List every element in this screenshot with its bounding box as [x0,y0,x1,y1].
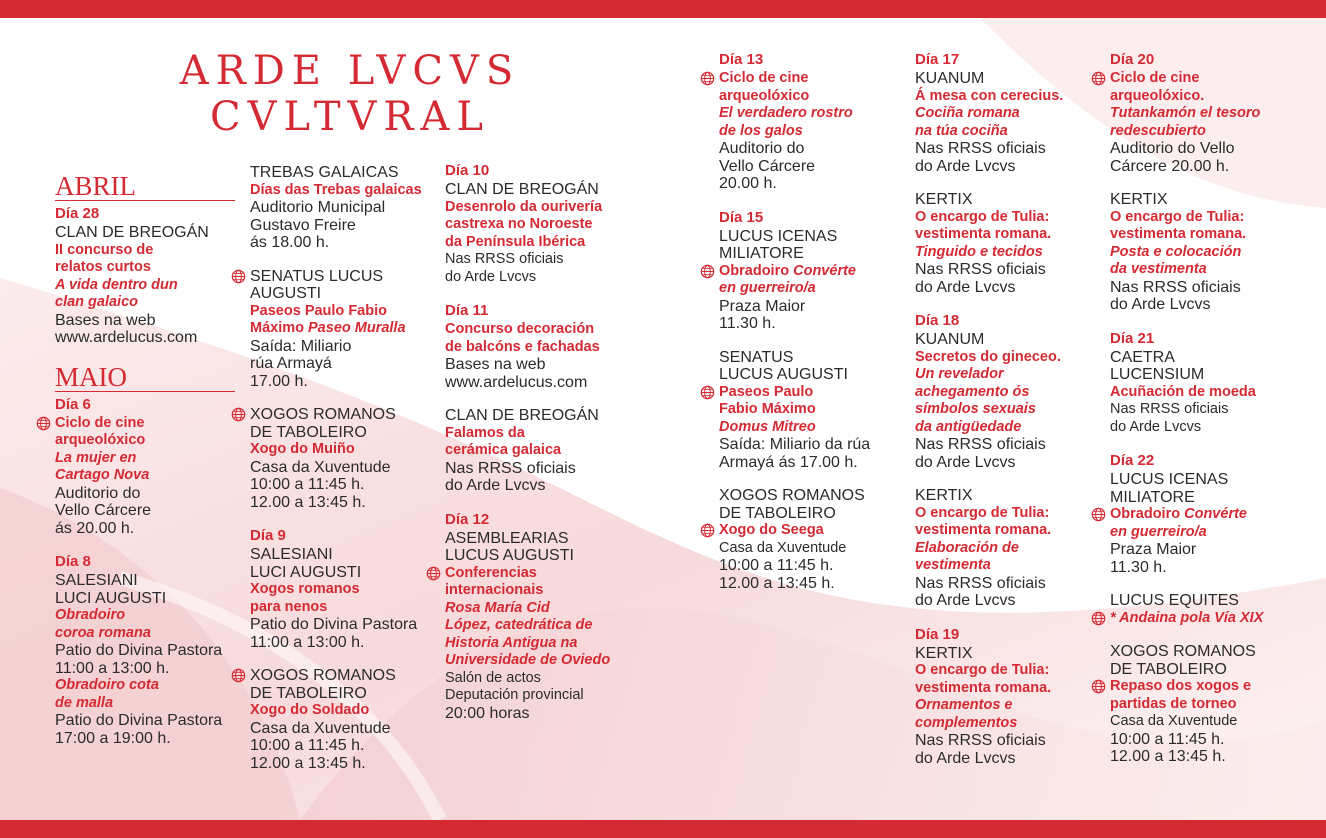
event-entry [915,487,1095,610]
day-label: Día 18 [915,312,960,329]
column-2 [250,164,440,788]
event-detail-line: 10:00 a 11:45 h. [250,476,365,493]
event-detail-line: do Arde Lvcvs [445,268,537,285]
event-entry [250,406,440,511]
event-detail-line: CLAN DE BREOGÁN [55,224,209,241]
event-detail-line: Patio do Divina Pastora [55,712,223,729]
event-detail-line: 11.30 h. [719,315,776,332]
event-detail-line: Vello Cárcere [719,157,816,175]
event-entry [55,396,245,538]
event-activity-line: O encargo de Tulia: [1110,208,1245,225]
event-activity-line: de los galos [719,122,803,139]
event-activity-line: vestimenta [915,557,991,573]
event-entry [915,191,1095,296]
event-activity-line: Ciclo de cine [55,414,145,431]
event-entry [719,349,899,472]
event-detail-line: CLAN DE BREOGÁN [445,407,599,424]
globe-icon [1091,679,1106,694]
event-detail-line: 11:00 a 13:00 h. [55,659,170,677]
event-detail-line: 10:00 a 11:45 h. [250,737,365,754]
event-detail-line: LUCI AUGUSTI [250,563,362,581]
globe-icon [700,71,715,86]
event-activity-line: Fabio Máximo [719,401,816,417]
event-detail-line: Saída: Miliario da rúa [719,436,871,453]
column-6 [1110,51,1310,782]
event-activity-line: * Andaina pola Vía XIX [1110,609,1264,626]
event-detail-line: Praza Maior [719,297,806,315]
event-detail-line: SALESIANI [250,546,333,563]
event-detail-line: 12.00 a 13:45 h. [719,574,835,592]
event-activity-line: Xogo do Muiño [250,441,355,457]
event-activity-line: arqueolóxico. [1110,87,1205,104]
event-detail-line: ás 20.00 h. [55,519,135,537]
event-detail-line: LUCUS EQUITES [1110,592,1239,609]
event-detail-line: Gustavo Freire [250,216,356,234]
event-activity-line: símbolos sexuais [915,401,1036,417]
event-detail-line: Nas RRSS oficiais [1110,278,1241,296]
event-activity-line: A vida dentro dun [55,276,178,293]
event-detail-line: XOGOS ROMANOS [250,667,396,684]
event-entry [915,626,1095,768]
event-activity-line: Concurso decoración [445,321,595,337]
event-detail-line: Nas RRSS oficiais [915,261,1046,278]
day-label: Día 19 [915,625,960,643]
day-label: Día 20 [1110,51,1155,68]
event-activity-line: vestimenta romana. [915,226,1052,242]
event-detail-line: LUCI AUGUSTI [55,589,167,607]
event-detail-line: CAETRA [1110,348,1175,366]
event-activity-line: Secretos do gineceo. [915,348,1061,365]
event-entry [719,51,899,193]
event-activity-line: Á mesa con cerecius. [915,87,1064,104]
activity-text: Obradoiro [719,262,794,279]
event-detail-line: 12.00 a 13:45 h. [1110,748,1226,765]
event-detail-line: TREBAS GALAICAS [250,164,399,181]
event-activity-line: Xogos romanos [250,581,360,597]
event-detail-line: Casa da Xuventude [719,539,847,556]
event-entry [250,164,440,252]
event-activity-line: Conferencias [445,564,537,581]
event-detail-line: DE TABOLEIRO [250,684,367,702]
event-activity-line: da Península Ibérica [445,233,586,250]
day-label: Día 22 [1110,452,1155,469]
event-activity-line: de balcóns e fachadas [445,338,600,355]
event-detail-line: www.ardelucus.com [445,373,588,391]
event-detail-line: do Arde Lvcvs [915,592,1016,609]
event-detail-line: Patio do Divina Pastora [250,616,418,633]
activity-title-italic: Convérte [793,262,856,279]
event-detail-line: Patio do Divina Pastora [55,642,223,659]
day-label: Día 9 [250,527,286,544]
event-activity-line: relatos curtos [55,259,151,275]
column-4 [719,51,899,608]
event-activity-line: O encargo de Tulia: [915,662,1050,678]
event-entry [915,51,1095,175]
event-activity-line: Obradoiro cota [55,677,159,693]
globe-icon [231,269,246,284]
event-detail-line: XOGOS ROMANOS [250,406,396,423]
day-label: Día 10 [445,162,490,179]
day-label: Día 11 [445,302,489,319]
event-activity-line: da vestimenta [1110,261,1207,277]
event-detail-line: LUCENSIUM [1110,366,1205,383]
month-heading: ABRIL [55,172,235,201]
event-entry [1110,191,1310,314]
event-detail-line: SENATUS LUCUS [250,267,384,285]
event-activity-line: internacionais [445,582,544,598]
event-activity-line: Ciclo de cine [719,70,809,86]
globe-icon [36,416,51,431]
event-activity-line: vestimenta romana. [915,679,1052,696]
event-detail-line: LUCUS AUGUSTI [445,547,574,564]
event-detail-line: 17.00 h. [250,372,308,390]
event-activity-line: Domus Mitreo [719,418,816,435]
event-activity-line: Posta e colocación [1110,243,1242,260]
event-activity-line: Repaso dos xogos e [1110,678,1252,694]
event-detail-line: CLAN DE BREOGÁN [445,181,599,198]
column-5 [915,51,1095,783]
event-activity-line: complementos [915,714,1018,731]
event-detail-line: Salón de actos [445,669,541,686]
event-detail-line: Vello Cárcere [55,502,152,519]
event-activity-line: Tinguido e tecidos [915,243,1043,260]
column-3 [445,162,645,738]
event-detail-line: do Arde Lvcvs [445,477,546,494]
event-detail-line: Casa da Xuventude [250,458,391,476]
event-activity-line: Paseos Paulo [719,383,814,400]
globe-icon [231,668,246,683]
event-detail-line: KUANUM [915,70,985,87]
globe-icon [700,523,715,538]
activity-text: Máximo [250,320,309,336]
event-activity-line: Obradoiro [55,607,126,623]
event-detail-line: 11.30 h. [1110,558,1167,576]
activity-title-italic: Convérte [1184,506,1247,522]
event-detail-line: KERTIX [915,644,973,662]
day-label: Día 28 [55,205,100,222]
event-entry [445,162,645,286]
event-activity-line: vestimenta romana. [915,522,1052,538]
day-label: Día 13 [719,51,764,68]
event-activity-line: de malla [55,694,114,711]
event-detail-line: www.ardelucus.com [55,329,198,346]
event-detail-line: 17:00 a 19:00 h. [55,729,171,747]
globe-icon [426,566,441,581]
event-activity-line: arqueolóxico [719,87,810,104]
event-activity-line [1110,506,1310,524]
event-activity-line: López, catedrática de [445,617,593,633]
event-activity-line: para nenos [250,598,328,615]
globe-icon [1091,507,1106,522]
event-detail-line: 11:00 a 13:00 h. [250,633,365,651]
event-activity-line: en guerreiro/a [719,280,816,296]
event-detail-line: DE TABOLEIRO [1110,660,1227,678]
event-detail-line: do Arde Lvcvs [915,157,1016,175]
event-activity-line: arqueolóxico [55,432,146,448]
event-activity-line: Xogo do Soldado [250,702,370,718]
event-activity-line: O encargo de Tulia: [915,504,1050,521]
event-entry [250,667,440,772]
event-detail-line: ás 18.00 h. [250,234,330,251]
event-detail-line: Bases na web [445,356,546,373]
month-heading: MAIO [55,363,235,392]
event-activity-line: Falamos da [445,424,525,441]
event-entry [719,209,899,333]
event-detail-line: Armayá ás 17.00 h. [719,453,858,471]
event-detail-line: Saída: Miliario [250,337,352,355]
event-detail-line: KERTIX [915,191,973,208]
event-detail-line: do Arde Lvcvs [915,278,1016,296]
event-detail-line: 12.00 a 13:45 h. [250,754,366,772]
activity-title-italic: Paseo Muralla [308,320,406,336]
event-activity-line [250,320,440,338]
day-label: Día 15 [719,208,764,226]
event-activity-line: en guerreiro/a [1110,523,1207,540]
event-activity-line [719,263,899,281]
event-detail-line: Nas RRSS oficiais [915,732,1046,749]
event-activity-line: clan galaico [55,294,139,310]
event-detail-line: Nas RRSS oficiais [445,251,564,267]
event-activity-line: Rosa María Cid [445,599,550,616]
globe-icon [700,264,715,279]
event-detail-line: XOGOS ROMANOS [1110,643,1256,660]
event-entry [445,511,645,723]
activity-text: Obradoiro [1110,506,1185,522]
event-detail-line: Nas RRSS oficiais [1110,401,1229,417]
event-detail-line: Auditorio do Vello [1110,140,1235,157]
event-detail-line: Cárcere 20.00 h. [1110,157,1230,175]
event-activity-line: Universidade de Oviedo [445,652,611,668]
event-activity-line: Desenrolo da ourivería [445,198,603,215]
event-detail-line: XOGOS ROMANOS [719,487,865,504]
event-activity-line: coroa romana [55,624,151,641]
event-activity-line: na túa cociña [915,122,1008,139]
event-activity-line: redescubierto [1110,122,1206,139]
event-activity-line: partidas de torneo [1110,695,1237,712]
event-detail-line: Nas RRSS oficiais [915,436,1046,453]
event-detail-line: Auditorio Municipal [250,199,386,216]
event-detail-line: 12.00 a 13:45 h. [250,493,366,511]
day-label: Día 12 [445,510,490,528]
event-detail-line: KERTIX [915,487,973,504]
event-entry [445,407,645,495]
event-entry [1110,643,1310,766]
event-entry [1110,452,1310,576]
event-activity-line: La mujer en [55,449,137,466]
event-activity-line: Un revelador [915,366,1004,382]
event-activity-line: achegamento ós [915,383,1030,400]
event-detail-line: rúa Armayá [250,355,332,372]
event-detail-line: do Arde Lvcvs [915,749,1016,767]
event-detail-line: ASEMBLEARIAS [445,529,569,547]
event-detail-line: MILIATORE [1110,488,1195,506]
event-activity-line: cerámica galaica [445,442,562,458]
event-entry [250,268,440,391]
event-detail-line: LUCUS AUGUSTI [719,366,848,383]
title-line-1: ARDE LVCVS [179,48,521,94]
event-detail-line: do Arde Lvcvs [1110,296,1211,313]
event-activity-line: Tutankamón el tesoro [1110,105,1261,121]
event-detail-line: Auditorio do [719,140,805,157]
event-detail-line: 10:00 a 11:45 h. [719,557,834,574]
globe-icon [700,385,715,400]
event-detail-line: AUGUSTI [250,285,322,302]
event-detail-line: Casa da Xuventude [250,719,391,737]
event-detail-line: Auditorio do [55,484,141,502]
event-activity-line: Historia Antigua na [445,634,578,651]
event-activity-line: II concurso de [55,241,154,258]
day-label: Día 6 [55,395,91,413]
event-entry [915,312,1095,471]
event-activity-line: Xogo do Seega [719,522,824,538]
day-label: Día 8 [55,553,91,570]
event-detail-line: 20.00 h. [719,175,777,192]
event-activity-line: Paseos Paulo Fabio [250,302,387,319]
event-activity-line: Acuñación de moeda [1110,383,1256,400]
event-activity-line: O encargo de Tulia: [915,208,1050,225]
column-1 [55,172,245,763]
event-detail-line: KUANUM [915,331,985,348]
event-detail-line: do Arde Lvcvs [915,453,1016,471]
event-detail-line: LUCUS ICENAS [1110,471,1229,488]
event-detail-line: Casa da Xuventude [1110,713,1238,729]
event-activity-line: da antigüedade [915,418,1022,435]
globe-icon [1091,71,1106,86]
event-detail-line: Nas RRSS oficiais [915,140,1046,157]
title-line-2: CVLTVRAL [210,94,490,140]
event-detail-line: Deputación provincial [445,687,584,703]
event-detail-line: Praza Maior [1110,541,1197,558]
event-entry [250,527,440,651]
event-detail-line: SALESIANI [55,572,138,589]
event-activity-line: Ciclo de cine [1110,70,1200,86]
event-activity-line: Días das Trebas galaicas [250,181,422,198]
page-title [130,48,570,140]
event-entry [55,205,245,347]
event-detail-line: DE TABOLEIRO [250,423,367,441]
event-detail-line: Nas RRSS oficiais [915,574,1046,592]
bottom-red-bar [0,820,1326,838]
event-entry [1110,51,1310,175]
top-red-bar [0,0,1326,18]
event-entry [1110,592,1310,627]
event-entry [1110,330,1310,437]
event-activity-line: Cociña romana [915,105,1020,121]
event-entry [445,302,645,391]
event-activity-line: Cartago Nova [55,467,150,483]
event-activity-line: Ornamentos e [915,697,1013,713]
event-activity-line: vestimenta romana. [1110,226,1247,242]
event-detail-line: Bases na web [55,311,156,329]
globe-icon [1091,611,1106,626]
event-entry [719,487,899,592]
event-detail-line: DE TABOLEIRO [719,504,836,522]
event-detail-line: do Arde Lvcvs [1110,418,1202,435]
event-activity-line: El verdadero rostro [719,105,853,121]
event-detail-line: 20:00 horas [445,704,530,722]
event-activity-line: castrexa no Noroeste [445,216,593,232]
globe-icon [231,407,246,422]
day-label: Día 17 [915,51,960,68]
event-detail-line: SENATUS [719,348,794,366]
event-detail-line: 10:00 a 11:45 h. [1110,730,1225,748]
day-label: Día 21 [1110,329,1155,347]
event-detail-line: KERTIX [1110,191,1168,208]
event-detail-line: LUCUS ICENAS [719,227,838,245]
event-detail-line: Nas RRSS oficiais [445,459,576,477]
event-entry [55,553,245,747]
event-detail-line: MILIATORE [719,245,804,262]
event-activity-line: Elaboración de [915,539,1019,556]
